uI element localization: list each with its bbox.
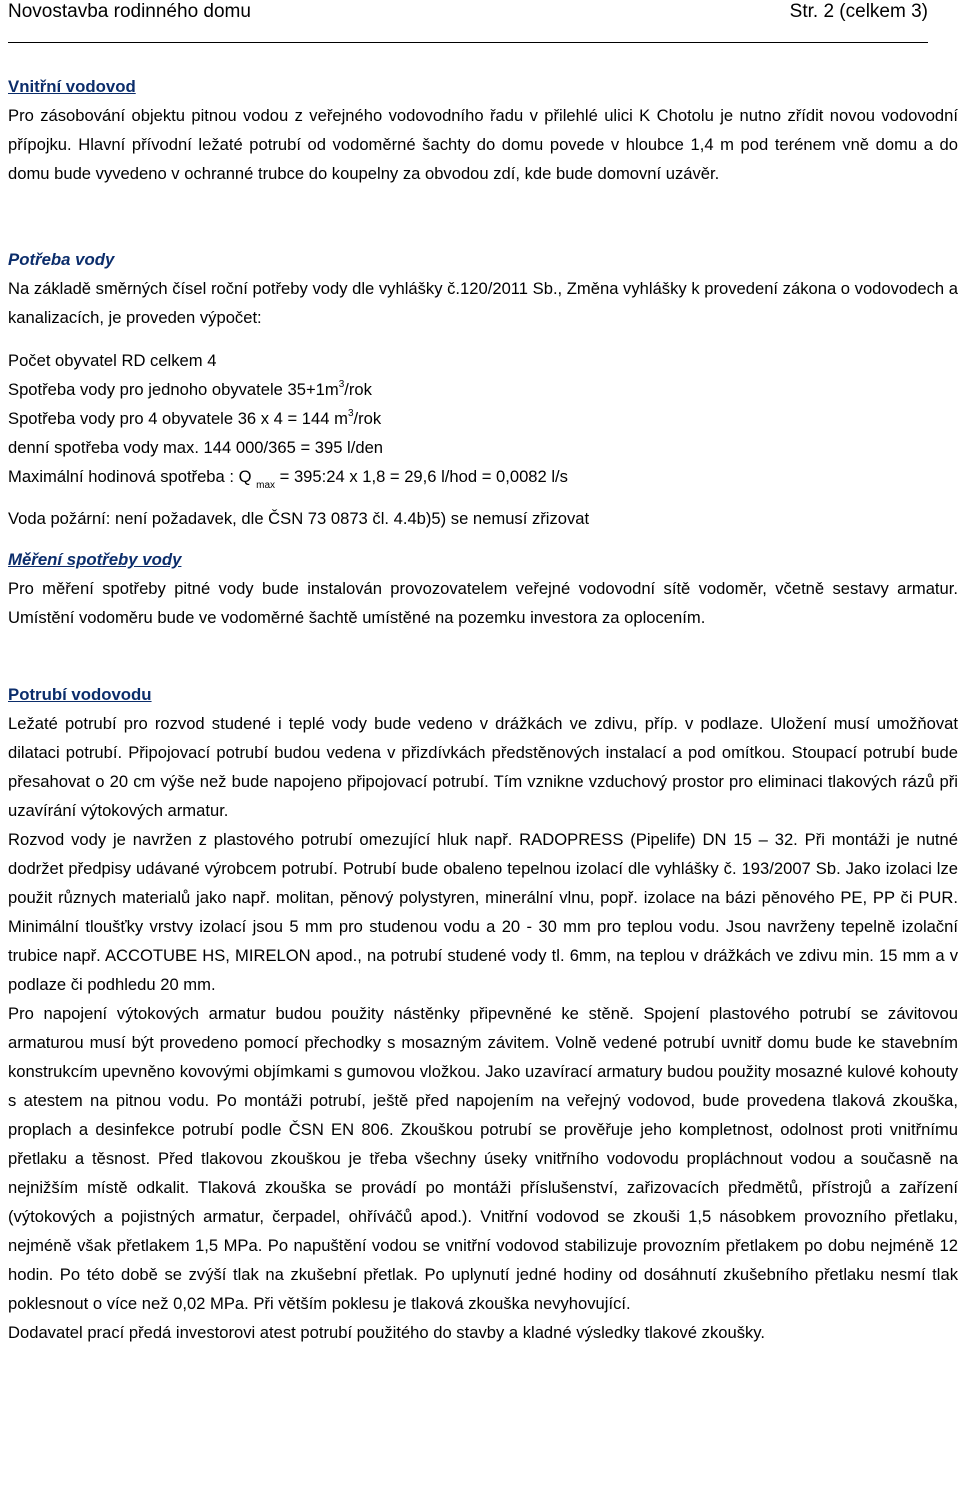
calc-four-exp: 3 [347, 408, 354, 420]
calc-hourly-text: Maximální hodinová spotřeba : Q [8, 467, 252, 486]
paragraph-potrubi-1: Ležaté potrubí pro rozvod studené i teplé vody bude vedeno v drážkách ve zdivu, příp. v podlaze. Uložení musí umožňovat dilataci potrubí. Připojovací potrubí budou vedena v přizdívkách předstěnových instalací a pod omítkou. Stoupací potrubí bude přesahovat o 20 cm výše než bude napojeno připojovací potrubí. Tím vznikne vzduchový prostor pro eliminaci tlakových rázů při uzavírání výtokových armatur. [8, 714, 958, 820]
paragraph-potrubi-3: Pro napojení výtokových armatur budou použity nástěnky připevněné ke stěně. Spojení plastového potrubí se závitovou armaturou musí být provedeno pomocí přechodky s mosazným závitem. Volně vedené potrubí uvnitř domu bude ke stavebním konstrukcím upevněno kovovými objímkami s gumovou vložkou. Jako uzavírací armatury budou použity mosazné kulové kohouty s atestem na pitnou vodu. Po montáži potrubí, ještě před napojením na veřejný vodovod, bude provedena tlaková zkouška, proplach a desinfekce potrubí podle ČSN EN 806. Zkouškou potrubí se prověřuje jeho kompletnost, odolnost proti vnitřnímu přetlaku a těsnost. Před tlakovou zkouškou je třeba všechny úseky vnitřního vodovodu propláchnout vodou a současně na nejnižším místě odkalit. Tlaková zkouška se provádí po montáži příslušenství, zařizovacích předmětů, přístrojů a zařízení (výtokových a pojistných armatur, čerpadel, ohříváčů apod.). Vnitřní vodovod se zkouši 1,5 násobkem provozního přetlaku, nejméně však přetlakem 1,5 MPa. Po napuštění vodou se vnitřní vodovod stabilizuje provozním přetlakem po dobu nejméně 12 hodin. Po této době se zvýší tlak na zkušební přetlak. Po uplynutí jedné hodiny od dosáhnutí zkušebního přetlaku nesmí tlak poklesnout o více než 0,02 MPa. Při větším poklesu je tlaková zkouška nevyhovující. [8, 1004, 958, 1313]
calc-hourly-result: = 395:24 x 1,8 = 29,6 l/hod = 0,0082 l/s [275, 467, 568, 486]
section-vodovod [8, 72, 958, 188]
calc-per-person-exp: 3 [338, 379, 345, 391]
section-potreba [8, 245, 958, 332]
fire-water [8, 504, 958, 533]
document-title: Novostavba rodinného domu [8, 1, 251, 22]
calc-four-unit: /rok [353, 409, 382, 428]
calc-four-text: Spotřeba vody pro 4 obyvatele 36 x 4 = 144 m [8, 409, 348, 428]
section-potrubi [8, 680, 958, 1347]
page-number: Str. 2 (celkem 3) [789, 1, 928, 22]
calc-hourly [8, 462, 958, 491]
calc-daily: denní spotřeba vody max. 144 000/365 = 395 l/den [8, 438, 384, 457]
fire-water-text: Voda požární: není požadavek, dle ČSN 73 0873 čl. 4.4b)5) se nemusí zřizovat [8, 509, 590, 528]
page-header [8, 0, 928, 43]
heading-mereni: Měření spotřeby vody [8, 550, 182, 569]
heading-potreba: Potřeba vody [8, 250, 115, 269]
calc-four-residents [8, 404, 958, 433]
calc-per-person-text: Spotřeba vody pro jednoho obyvatele 35+1m [8, 380, 339, 399]
paragraph-potrubi-2: Rozvod vody je navržen z plastového potrubí omezující hluk např. RADOPRESS (Pipelife) DN 15 – 32. Při montáži je nutné dodržet předpisy udávané výrobcem potrubí. Potrubí bude obaleno tepelnou izolací dle vyhlášky č. 193/2007 Sb. Jako izolaci lze použit různych materialů jako např. molitan, pěnový polystyren, minerální vlnu, popř. izolace na bázi pěnového PE, PP či PUR. Minimální tloušťky vrstvy izolací jsou 5 mm pro studenou vodu a 20 - 30 mm pro teplou vodu. Jsou navrženy tepelně izolační trubice např. ACCOTUBE HS, MIRELON apod., na potrubí studené vody tl. 6mm, na teplou v drážkách ve zdivu min. 15 mm a v podlaze či podhledu 20 mm. [8, 830, 958, 994]
calc-per-person-unit: /rok [344, 380, 372, 399]
paragraph-mereni: Pro měření spotřeby pitné vody bude instalován provozovatelem veřejné vodovodní sítě vodoměr, včetně sestavy armatur. Umístění vodoměru bude ve vodoměrné šachtě umístěné na pozemku investora za oplocením. [8, 579, 958, 627]
heading-vodovod: Vnitřní vodovod [8, 77, 136, 96]
section-mereni [8, 545, 958, 632]
calc-residents: Počet obyvatel RD celkem 4 [8, 351, 217, 370]
paragraph-potreba-intro: Na základě směrných čísel roční potřeby vody dle vyhlášky č.120/2011 Sb., Změna vyhlášky k provedení zákona o vodovodech a kanalizacích, je proveden výpočet: [8, 279, 958, 327]
heading-potrubi: Potrubí vodovodu [8, 685, 152, 704]
calc-per-person [8, 375, 958, 404]
calculation-list [8, 346, 958, 491]
paragraph-potrubi-4: Dodavatel prací předá investorovi atest potrubí použitého do stavby a kladné výsledky tlakové zkoušky. [8, 1323, 765, 1342]
paragraph-vodovod: Pro zásobování objektu pitnou vodou z veřejného vodovodního řadu v přilehlé ulici K Chotolu je nutno zřídit novou vodovodní přípojku. Hlavní přívodní ležaté potrubí od vodoměrné šachty do domu povede v hloubce 1,4 m pod terénem vně domu a do domu bude vyvedeno v ochranné trubce do koupelny za obvodou zdí, kde bude domovní uzávěr. [8, 106, 958, 183]
calc-hourly-sub: max [256, 480, 276, 492]
